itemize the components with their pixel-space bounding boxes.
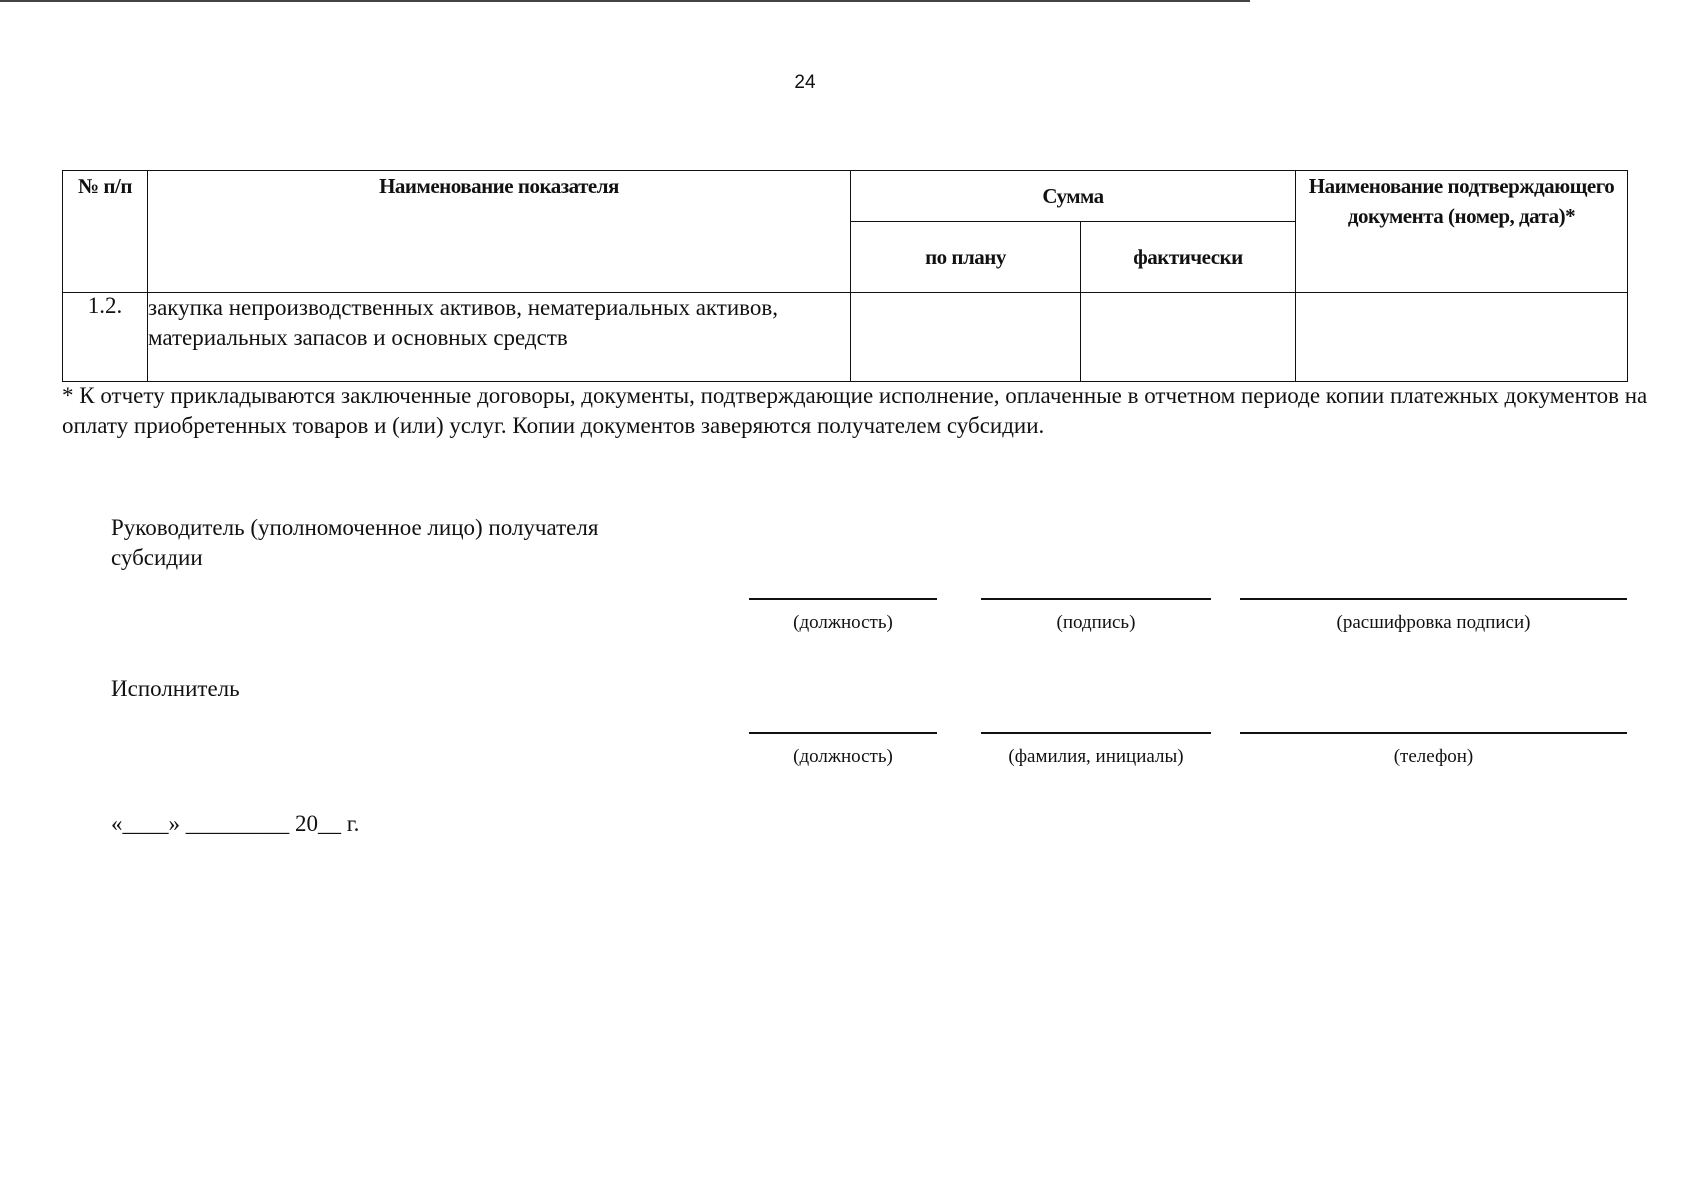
page-number: 24 bbox=[794, 72, 816, 93]
indicator-name-cell: закупка непроизводственных активов, нематериальных активов, материальных запасов и основных средств bbox=[148, 293, 851, 382]
footnote: * К отчету прикладываются заключенные договоры, документы, подтверждающие исполнение, оплаченные в отчетном периоде копии платежных документов на оплату приобретенных товаров и (или) услуг. Копии документов заверяются получателем субсидии. bbox=[62, 383, 1648, 438]
executor-name-caption: (фамилия, инициалы) bbox=[1008, 746, 1184, 767]
header-sum: Сумма bbox=[851, 171, 1296, 222]
executor-phone-line bbox=[1240, 732, 1627, 734]
executor-name-line bbox=[981, 732, 1211, 734]
executor-phone-caption: (телефон) bbox=[1393, 746, 1474, 767]
executor-label: Исполнитель bbox=[111, 676, 240, 701]
top-border-line bbox=[0, 0, 1250, 2]
header-plan: по плану bbox=[851, 222, 1081, 293]
head-position-caption: (должность) bbox=[793, 612, 893, 633]
head-transcript-line bbox=[1240, 598, 1627, 600]
plan-cell bbox=[851, 293, 1081, 382]
executor-position-line bbox=[749, 732, 937, 734]
document-cell bbox=[1296, 293, 1628, 382]
header-fact: фактически bbox=[1081, 222, 1296, 293]
header-document-name: Наименование подтверждающего документа (номер, дата)* bbox=[1296, 171, 1628, 293]
executor-position-caption: (должность) bbox=[793, 746, 893, 767]
header-row-number: № п/п bbox=[63, 171, 148, 293]
fact-cell bbox=[1081, 293, 1296, 382]
header-indicator-name: Наименование показателя bbox=[148, 171, 851, 293]
head-signature-line bbox=[981, 598, 1211, 600]
head-position-line bbox=[749, 598, 937, 600]
table-row bbox=[63, 293, 1628, 382]
head-signature-caption: (подпись) bbox=[1056, 612, 1136, 633]
head-signature-label: Руководитель (уполномоченное лицо) получателя субсидии bbox=[111, 515, 599, 570]
row-number-cell: 1.2. bbox=[63, 293, 148, 382]
date-line: «____» _________ 20__ г. bbox=[111, 811, 360, 836]
head-transcript-caption: (расшифровка подписи) bbox=[1336, 612, 1531, 633]
report-table bbox=[62, 170, 1628, 382]
